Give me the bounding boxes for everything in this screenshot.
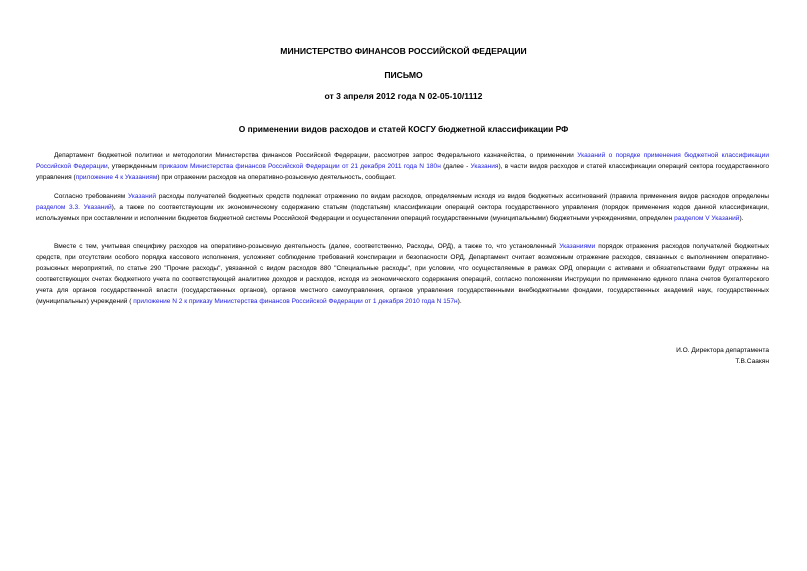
paragraph-3-text: порядок отражения расходов получателей бюджетных средств, при отсутствии особого порядка кассового исполнения, усложняет соблюдение требований конспирации и безопасности ОРД, Департамент считает возможным отражение расходов, связанных с выполнением оперативно-розыскных мероприятий, по статье 290 "Прочие расходы", увязанной с видом расходов 880 "Специальные расходы", при условии, что осуществляемые в рамках ОРД операции с активами и обязательствами будут отражены на соответствующих счетах бюджетного учета по соответствующей аналитике доходов и расходов, исходя из экономического содержания операций, согласно положениям Инструкции по применению единого плана счетов бухгалтерского учета для органов государственной власти (государственных органов), органов местного самоуправления, органов управления государственными внебюджетными фондами, государственных академий наук, государственных (муниципальных) учреждений (: [36, 243, 769, 305]
link-instructions[interactable]: Указания: [470, 162, 499, 170]
paragraph-2-text: Согласно требованиям: [54, 193, 128, 200]
paragraph-2-text: ).: [739, 214, 744, 222]
link-instructions-budget-classification[interactable]: Указаний о порядке применения бюджетной классификации Российской Федерации: [36, 152, 769, 170]
paragraph-2-text: расходы получателей бюджетных средств подлежат отражению по видам расходов, определяемым исходя из видов бюджетных ассигнований (правила применения видов расходов определены: [156, 193, 769, 200]
paragraph-3-text: ).: [457, 297, 462, 305]
paragraph-2-text: ), а также по соответствующим их экономическому содержанию статьям (подстатьям) классификации операций сектора государственного управления (порядок применения кодов данной классификации, используемых при составлении и исполнении бюджетов бюджетной системы Российской Федерации и осуществлении операций государственными (муниципальными) бюджетными учреждениями, определен: [36, 203, 769, 222]
link-section-3-3[interactable]: разделом 3.3. Указаний: [36, 203, 112, 211]
paragraph-1-text: Департамент бюджетной политики и методологии Министерства финансов Российской Федерации, рассмотрев запрос Федерального казначейства, о применении: [54, 152, 578, 159]
paragraph-3: [36, 242, 769, 307]
paragraph-1-text: , утвержденным: [107, 162, 160, 170]
link-appendix-4[interactable]: приложение 4 к Указаниям: [75, 173, 158, 181]
paragraph-3-text: Вместе с тем, учитывая специфику расходов на оперативно-розыскную деятельность (далее, соответственно, Расходы, ОРД), а также то, что установленный: [54, 243, 560, 250]
link-order-180n[interactable]: приказом Министерства финансов Российской Федерации от 21 декабря 2011 года N 180н: [159, 162, 441, 170]
document-subject: О применении видов расходов и статей КОСГУ бюджетной классификации РФ: [238, 124, 569, 134]
organization-title: МИНИСТЕРСТВО ФИНАНСОВ РОССИЙСКОЙ ФЕДЕРАЦИИ: [280, 46, 527, 56]
document-date-number: от 3 апреля 2012 года N 02-05-10/1112: [324, 91, 483, 101]
document-type: ПИСЬМО: [384, 70, 423, 80]
signature-position: И.О. Директора департамента: [676, 347, 769, 354]
paragraph-2: [36, 192, 769, 225]
signature-name: Т.В.Саакян: [735, 358, 769, 365]
paragraph-1-text: (далее -: [440, 162, 471, 170]
link-section-v[interactable]: разделом V Указаний: [674, 214, 740, 222]
link-instructions[interactable]: Указаниями: [559, 243, 596, 250]
paragraph-1-text: ) при отражении расходов на оперативно-розыскную деятельность, сообщает.: [157, 173, 396, 181]
link-appendix-2-order-157n[interactable]: приложение N 2 к приказу Министерства финансов Российской Федерации от 1 декабря 2010 года N 157н: [133, 297, 458, 305]
paragraph-1: [36, 151, 769, 184]
paragraph-1-text: ), в части видов расходов и статей классификации операций сектора государственного управления (: [36, 162, 769, 181]
link-instructions[interactable]: Указаний: [127, 193, 156, 200]
